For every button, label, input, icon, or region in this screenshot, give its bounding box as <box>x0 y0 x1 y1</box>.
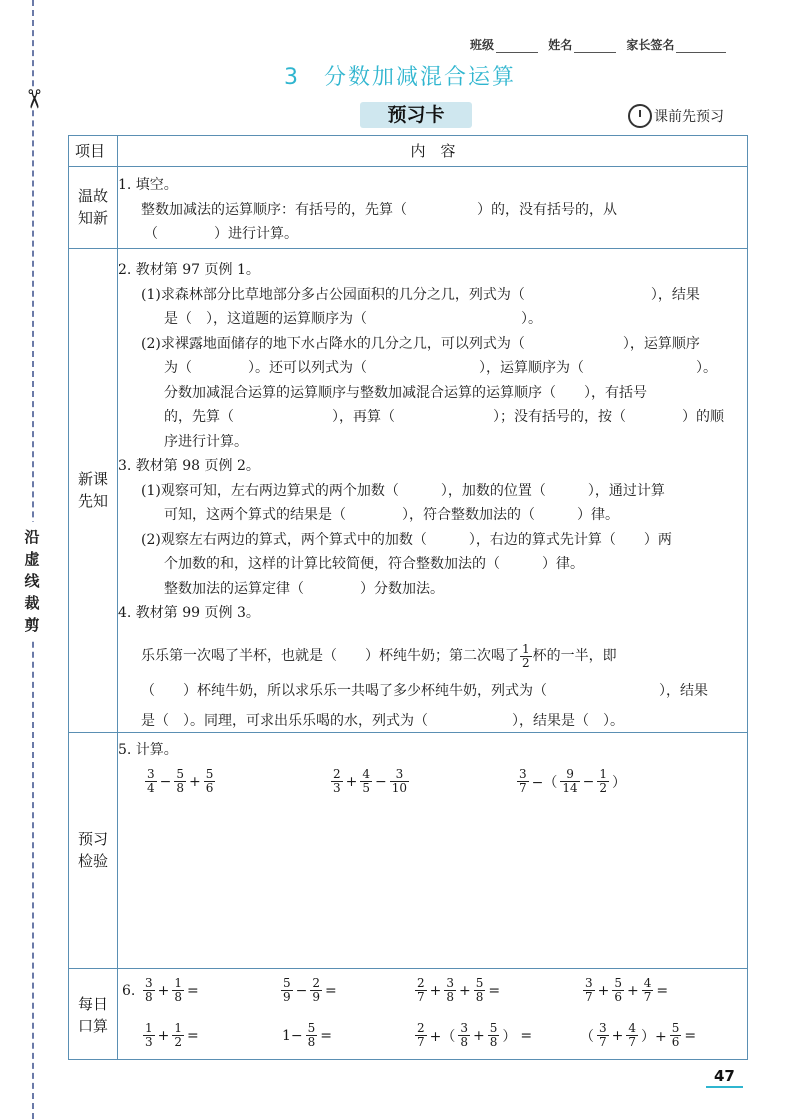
text-line: (1)观察可知，左右两边算式的两个加数（ ），加数的位置（ ），通过计算 <box>141 482 665 499</box>
row-divider <box>69 968 747 969</box>
text-line: 可知，这两个算式的结果是（ ），符合整数加法的（ ）律。 <box>164 507 619 523</box>
text-line: (1)求森林部分比草地部分多占公园面积的几分之几，列式为（ ），结果 <box>141 286 700 303</box>
text-line: 整数加法的运算定律（ ）分数加法。 <box>164 580 444 597</box>
exercise-title: 2. 教材第 97 页例 1。 <box>118 262 260 278</box>
name-label: 姓名 <box>548 38 573 52</box>
calc-expression-1: $\frac{3}{4}$ − $\frac{5}{8}$ + $\frac{5}{6}$ <box>147 767 214 795</box>
scissors-icon: ✂ <box>17 88 48 110</box>
text-line: 乐乐第一次喝了半杯，也就是（ ）杯纯牛奶；第二次喝了 $\frac{1}{2}$ 杯的一半，即 <box>141 641 617 670</box>
example3-paragraph <box>118 637 708 735</box>
lesson-title: 3 分数加减混合运算 <box>284 65 516 90</box>
oral-expr-4: $\frac{3}{7}$ + $\frac{5}{6}$ + $\frac{4}{7}$ = <box>585 976 669 1004</box>
exercise-title: 3. 教材第 98 页例 2。 <box>118 458 260 474</box>
section-label-review: 温故知新 <box>77 187 108 227</box>
calc-expression-3: $\frac{3}{7}$ −（ $\frac{9}{14}$ − $\frac{1}{2}$ ） <box>519 767 627 795</box>
parent-sign-label: 家长签名 <box>626 38 675 52</box>
oral-expr-5: $\frac{1}{3}$ + $\frac{1}{2}$ = <box>145 1021 199 1049</box>
section-label-new-lesson: 新课先知 <box>77 470 108 510</box>
check-section <box>118 738 178 763</box>
cut-label: 沿虚线裁剪 <box>21 522 43 640</box>
text-line: 是（ ）。同理，可求出乐乐喝的水，列式为（ ），结果是（ ）。 <box>141 713 624 729</box>
oral-expr-8: （ $\frac{3}{7}$ + $\frac{4}{7}$ ）+ $\frac{5}{6}$ = <box>580 1021 697 1049</box>
oral-expr-1: $\frac{3}{8}$ + $\frac{1}{8}$ = <box>145 976 199 1004</box>
new-lesson-section <box>118 258 724 626</box>
oral-number: 6. <box>122 983 136 999</box>
oral-expr-3: $\frac{2}{7}$ + $\frac{3}{8}$ + $\frac{5}{8}$ = <box>417 976 501 1004</box>
text-line: 个加数的和，这样的计算比较简便，符合整数加法的（ ）律。 <box>164 556 584 572</box>
exercise-title: 4. 教材第 99 页例 3。 <box>118 605 260 621</box>
text-line: （ ）杯纯牛奶，所以求乐乐一共喝了多少杯纯牛奶，列式为（ ），结果 <box>141 683 708 699</box>
name-blank[interactable] <box>574 40 616 53</box>
page-number: 47 <box>706 1066 743 1088</box>
text-line: 分数加减混合运算的运算顺序与整数加减混合运算的运算顺序（ ），有括号 <box>164 384 647 401</box>
section-label-oral: 每日口算 <box>77 994 108 1035</box>
review-section <box>118 173 617 247</box>
oral-expr-2: $\frac{5}{9}$ − $\frac{2}{9}$ = <box>283 976 337 1004</box>
calc-expression-2: $\frac{2}{3}$ + $\frac{4}{5}$ − $\frac{3}{10}$ <box>333 767 408 795</box>
review-line: 整数加减法的运算顺序：有括号的，先算（ ）的，没有括号的，从 <box>141 201 617 218</box>
class-blank[interactable] <box>496 40 538 53</box>
section-label-check: 预习检验 <box>77 830 108 870</box>
preview-note: 课前先预习 <box>654 109 724 125</box>
header-item: 项目 <box>75 142 106 160</box>
text-line: 为（ ）。还可以列式为（ ），运算顺序为（ ）。 <box>164 360 717 376</box>
text-line: 是（ ），这道题的运算顺序为（ ）。 <box>164 311 542 327</box>
exercise-title: 5. 计算。 <box>118 742 178 758</box>
row-divider <box>69 248 747 249</box>
text-line: (2)观察左右两边的算式，两个算式中的加数（ ），右边的算式先计算（ ）两 <box>141 531 672 548</box>
parent-sign-blank[interactable] <box>676 40 726 53</box>
text-line: 的，先算（ ），再算（ ）；没有括号的，按（ ）的顺 <box>164 409 724 425</box>
review-line: 1. 填空。 <box>118 177 178 193</box>
text-line: (2)求裸露地面储存的地下水占降水的几分之几，可以列式为（ ），运算顺序 <box>141 335 700 352</box>
oral-expr-7: $\frac{2}{7}$ +（ $\frac{3}{8}$ + $\frac{5}{8}$ ） = <box>417 1021 533 1049</box>
text-line: 序进行计算。 <box>164 433 248 450</box>
class-label: 班级 <box>470 38 495 52</box>
student-info <box>470 36 732 53</box>
header-content: 内 容 <box>410 142 456 160</box>
row-divider <box>69 166 747 167</box>
preview-card-banner: 预习卡 <box>360 102 472 128</box>
fraction: $\frac{1}{2}$ <box>522 641 530 670</box>
oral-expr-6: 1− $\frac{5}{8}$ = <box>282 1021 333 1049</box>
review-line: （ ）进行计算。 <box>144 226 298 242</box>
clock-icon <box>628 104 652 128</box>
